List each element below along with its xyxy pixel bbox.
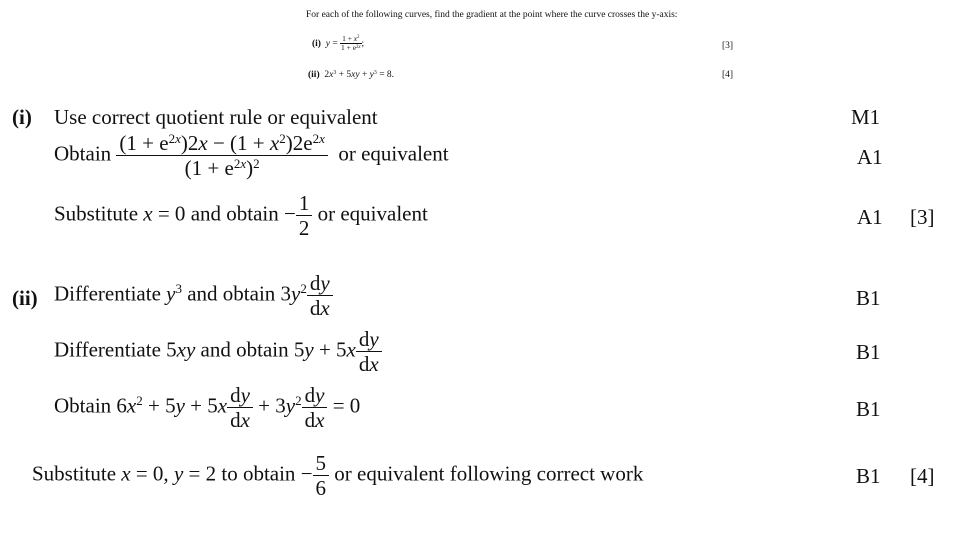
scheme-ii-row4-mark: B1 (856, 464, 881, 488)
scheme-ii-row1-mark: B1 (856, 286, 881, 310)
scheme-ii-row2-mark: B1 (856, 340, 881, 364)
question-part-i-label: (i) (312, 38, 321, 49)
scheme-ii-row2: Differentiate 5xy and obtain 5y + 5x $\frac{dy}{dx}$ (54, 328, 382, 375)
dy-dx-fraction: $\frac{dy}{dx}$ (307, 272, 333, 319)
dy-dx-fraction: $\frac{dy}{dx}$ (227, 384, 253, 431)
scheme-ii-total: [4] (910, 464, 935, 488)
scheme-i-row2-mark: A1 (857, 145, 883, 169)
question-part-i-fraction: $\frac{1 + x^2}{1 + e^{2x}}$ (341, 34, 361, 53)
question-part-i-marks: [3] (722, 41, 734, 51)
scheme-i-row1: Use correct quotient rule or equivalent (54, 105, 378, 129)
question-part-ii-marks: [4] (722, 70, 734, 80)
scheme-part-ii-label: (ii) (12, 286, 38, 310)
scheme-part-i-label: (i) (12, 105, 32, 129)
scheme-ii-row3: Obtain $6x^2 + 5y + 5x$ $\frac{dy}{dx}$ + $3y^2$ $\frac{dy}{dx}$ = 0 (54, 383, 361, 433)
question-intro: For each of the following curves, find the gradient at the point where the curve crosses the y-axis: (306, 10, 678, 20)
scheme-ii-row1: Differentiate $y^3$ and obtain $3y^2$ $\frac{dy}{dx}$ (54, 272, 333, 319)
dy-dx-fraction: $\frac{dy}{dx}$ (302, 384, 328, 431)
quotient-derivative-fraction: $\frac{(1 + e^{2x})2x - (1 + x^2)2e^{2x}}{(1 + e^{2x})^2}$ (116, 132, 327, 179)
scheme-i-row2: Obtain $\frac{(1 + e^{2x})2x - (1 + x^2)2e^{2x}}{(1 + e^{2x})^2}$ or equivalent (54, 130, 449, 181)
scheme-i-row3-mark: A1 (857, 205, 883, 229)
scheme-i-row1-mark: M1 (851, 105, 881, 129)
scheme-i-row3: Substitute x = 0 and obtain − $\frac{1}{2}$ or equivalent (54, 191, 428, 241)
result-fraction-minus-five-sixths: $\frac{5}{6}$ (313, 452, 330, 499)
question-part-i: (i) y = $\frac{1 + x^2}{1 + e^{2x}}$ ; (312, 34, 365, 53)
scheme-ii-row4: Substitute x = 0, y = 2 to obtain − $\frac{5}{6}$ or equivalent following correct work (32, 451, 644, 501)
result-fraction-minus-half: $\frac{1}{2}$ (296, 192, 313, 239)
scheme-ii-row3-mark: B1 (856, 397, 881, 421)
question-part-ii-label: (ii) (308, 70, 320, 80)
scheme-i-total: [3] (910, 205, 935, 229)
question-part-ii: (ii) $2x^3 + 5xy + y^3 = 8$. (308, 69, 395, 80)
dy-dx-fraction: $\frac{dy}{dx}$ (356, 328, 382, 375)
